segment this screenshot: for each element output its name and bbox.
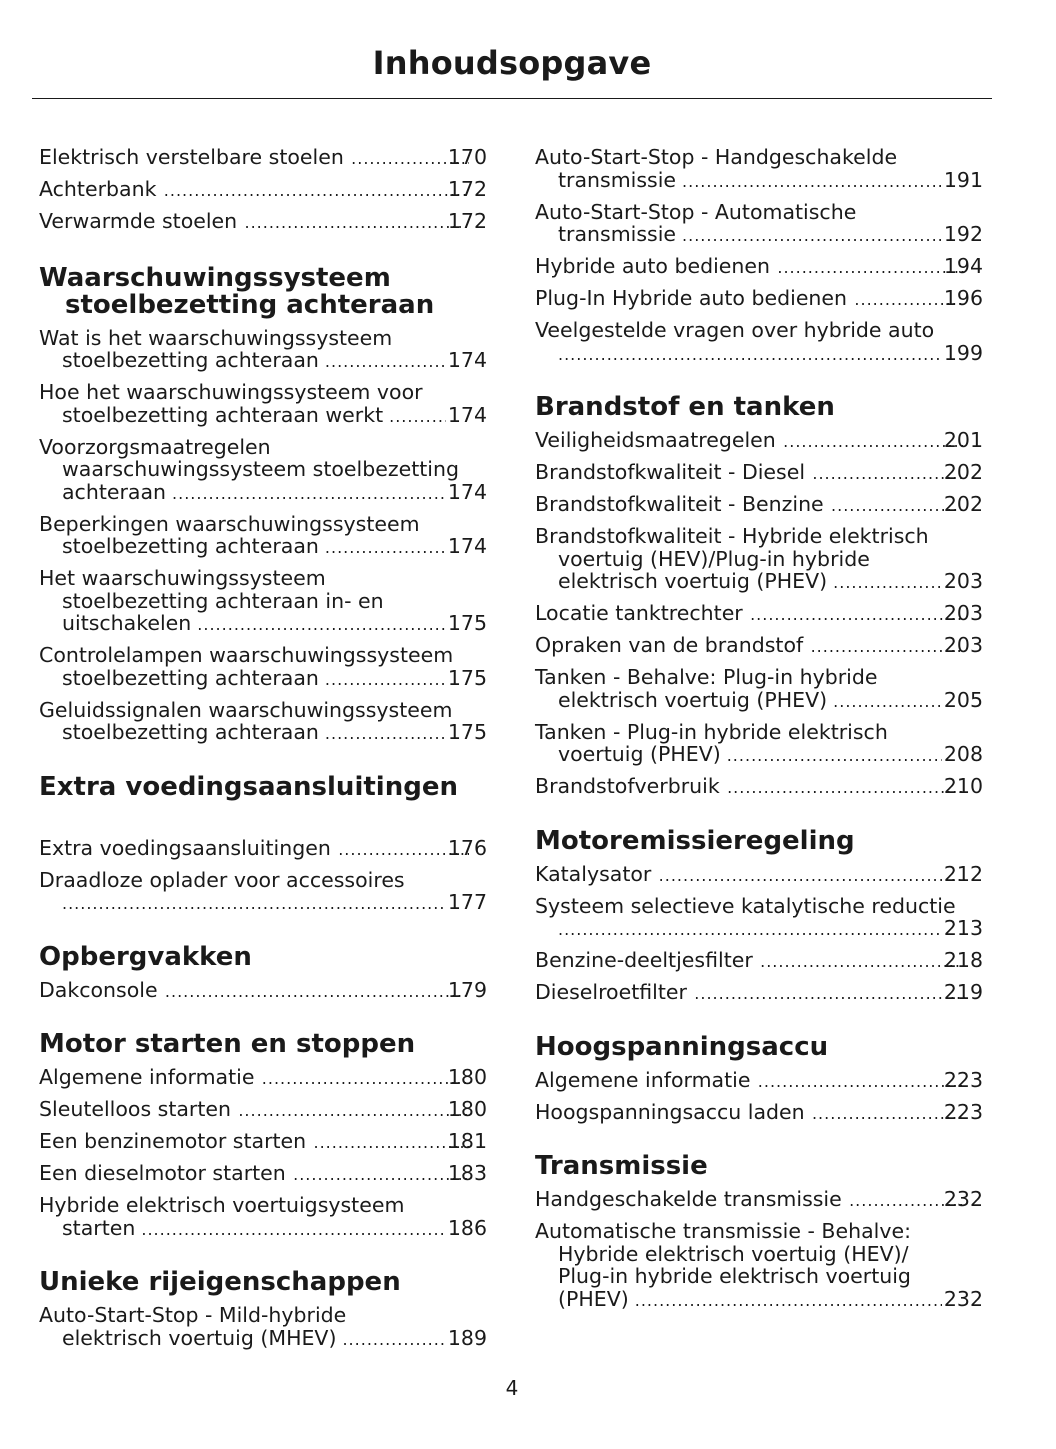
toc-entry[interactable] [535, 721, 983, 768]
leader-dots [749, 604, 965, 627]
toc-entry-title: Auto-Start-Stop - Mild-hybride [39, 1303, 347, 1327]
toc-page-number: 183 [447, 1161, 487, 1185]
toc-entry-title: Veelgestelde vragen over hybride auto [535, 318, 935, 342]
toc-entry-title: Tanken - Plug-in hybride elektrisch [535, 719, 888, 744]
toc-entry-title: Hoogspanningsaccu laden [535, 1099, 805, 1124]
toc-entry-title-cont: voertuig (PHEV) [558, 742, 721, 766]
leader-dots [172, 483, 446, 506]
toc-page-number: 210 [943, 774, 983, 798]
toc-entry[interactable] [39, 699, 487, 746]
toc-page-number: 232 [943, 1286, 983, 1311]
toc-entry-title: Een dieselmotor starten [39, 1161, 286, 1185]
toc-page-number: 174 [447, 479, 487, 504]
toc-page-number: 203 [943, 601, 983, 625]
toc-page-number: 180 [447, 1065, 487, 1089]
toc-page-number: 172 [447, 209, 487, 233]
leader-dots [682, 171, 942, 194]
toc-page-number: 175 [447, 611, 487, 635]
toc-page-number: 208 [943, 742, 983, 766]
toc-entry[interactable] [535, 602, 983, 627]
toc-entry-title-cont: waarschuwingssysteem stoelbezetting [62, 457, 459, 481]
toc-page-number: 223 [943, 1099, 983, 1124]
leader-dots [260, 1068, 468, 1091]
toc-entry-title-cont: elektrisch voertuig (MHEV) [62, 1325, 337, 1350]
leader-dots [833, 572, 942, 595]
section-heading[interactable]: Brandstof en tanken [535, 392, 835, 422]
page-number: 4 [505, 1376, 519, 1400]
toc-entry[interactable] [535, 201, 983, 248]
leader-dots [727, 745, 942, 768]
toc-entry-title: Verwarmde stoelen [39, 209, 238, 233]
toc-entry-title: Tanken - Behalve: Plug-in hybride [535, 665, 878, 689]
toc-column-right [535, 146, 983, 1320]
toc-entry-title-cont: stoelbezetting achteraan [62, 665, 319, 690]
toc-entry-title: Auto-Start-Stop - Handgeschakelde [535, 145, 898, 169]
toc-entry[interactable] [39, 327, 487, 374]
toc-entry[interactable] [39, 1304, 487, 1351]
page-title: Inhoudsopgave [372, 44, 652, 82]
toc-entry-title-cont: transmissie [558, 222, 677, 246]
toc-page-number: 175 [447, 720, 487, 744]
leader-dots [325, 723, 446, 746]
leader-dots [811, 1103, 965, 1126]
toc-entry-title: Het waarschuwingssysteem [39, 566, 326, 590]
toc-page-number: 202 [943, 492, 983, 516]
toc-entry-title-cont: starten [62, 1215, 136, 1240]
leader-dots [726, 777, 965, 800]
leader-dots [657, 865, 965, 888]
toc-entry[interactable] [535, 981, 983, 1006]
leader-dots [558, 344, 942, 367]
toc-entry-title: Wat is het waarschuwingssysteem [39, 325, 393, 350]
toc-entry-title: Dieselroetfilter [535, 980, 687, 1004]
leader-dots [811, 463, 965, 486]
toc-entry-title-cont: stoelbezetting achteraan [62, 720, 319, 744]
toc-entry[interactable] [39, 381, 487, 428]
toc-entry-title-cont: elektrisch voertuig (PHEV) [558, 569, 828, 593]
toc-entry[interactable] [535, 493, 983, 518]
toc-entry[interactable] [535, 895, 983, 942]
toc-page-number: 174 [447, 402, 487, 427]
leader-dots [693, 983, 965, 1006]
toc-entry-title-cont: Hybride elektrisch voertuig (HEV)/ [558, 1241, 909, 1266]
leader-dots [342, 1329, 445, 1352]
leader-dots [833, 691, 942, 714]
toc-entry-title-cont: stoelbezetting achteraan in- en [62, 588, 384, 613]
toc-page-number: 186 [447, 1215, 487, 1240]
toc-entry[interactable] [535, 1188, 983, 1213]
toc-entry-title: Algemene informatie [535, 1067, 751, 1092]
toc-entry-title: Brandstofkwaliteit - Benzine [535, 492, 824, 516]
toc-entry[interactable] [39, 644, 487, 691]
toc-entry[interactable] [535, 949, 983, 974]
toc-entry-title: Automatische transmissie - Behalve: [535, 1219, 911, 1243]
toc-page-number: 201 [943, 428, 983, 452]
toc-entry[interactable] [39, 1162, 487, 1187]
toc-page-number: 172 [447, 177, 487, 201]
leader-dots [237, 1100, 469, 1123]
toc-entry-title: Hybride auto bedienen [535, 254, 771, 278]
toc-entry[interactable] [535, 1220, 983, 1312]
toc-entry-title: Draadloze oplader voor accessoires [39, 867, 405, 892]
toc-entry-title: Brandstofkwaliteit - Diesel [535, 460, 806, 484]
toc-entry-title: Systeem selectieve katalytische reductie [535, 893, 956, 918]
toc-entry[interactable] [535, 319, 983, 366]
toc-page-number: 170 [447, 145, 487, 169]
leader-dots [759, 951, 965, 974]
toc-entry[interactable] [39, 979, 487, 1004]
toc-entry-title: Plug-In Hybride auto bedienen [535, 286, 848, 310]
toc-entry[interactable] [39, 567, 487, 637]
toc-page-number: 203 [943, 569, 983, 593]
toc-page-number: 175 [447, 665, 487, 690]
leader-dots [164, 981, 469, 1004]
leader-dots [62, 893, 446, 916]
leader-dots [162, 180, 468, 203]
toc-entry-title: Algemene informatie [39, 1065, 255, 1089]
section-heading[interactable]: Motor starten en stoppen [39, 1029, 416, 1059]
toc-entry[interactable] [535, 461, 983, 486]
toc-entry-title: Locatie tanktrechter [535, 601, 743, 625]
toc-page-number: 174 [447, 534, 487, 558]
leader-dots [292, 1164, 469, 1187]
leader-dots [756, 1071, 964, 1094]
toc-entry-title: Katalysator [535, 861, 652, 886]
toc-entry[interactable] [535, 1101, 983, 1126]
toc-page-number: 192 [943, 222, 983, 246]
leader-dots [325, 351, 446, 374]
toc-page-number: 205 [943, 687, 983, 712]
leader-dots [776, 257, 965, 280]
toc-entry[interactable] [535, 666, 983, 713]
toc-entry[interactable] [39, 513, 487, 560]
toc-page-number: 232 [943, 1187, 983, 1211]
toc-entry[interactable] [535, 255, 983, 280]
toc-entry-title-cont: achteraan [62, 479, 167, 504]
toc-entry[interactable] [535, 429, 983, 454]
toc-entry[interactable] [39, 146, 487, 171]
toc-page-number: 176 [447, 835, 487, 860]
leader-dots [682, 225, 942, 248]
toc-page-number: 174 [447, 348, 487, 372]
toc-page-number: 179 [447, 977, 487, 1002]
toc-entry-title: Hoe het waarschuwingssysteem voor [39, 380, 423, 404]
title-divider [32, 98, 992, 99]
toc-entry[interactable] [535, 146, 983, 193]
toc-page-number: 181 [447, 1129, 487, 1153]
toc-entry-title: Voorzorgsmaatregelen [39, 434, 271, 459]
toc-entry[interactable] [39, 1130, 487, 1155]
toc-entry[interactable] [39, 1066, 487, 1091]
toc-page-number: 202 [943, 460, 983, 484]
toc-entry-title: Een benzinemotor starten [39, 1129, 307, 1153]
toc-column-left [39, 146, 487, 1359]
leader-dots [325, 537, 446, 560]
section-heading[interactable]: Extra voedingsaansluitingen [39, 771, 458, 802]
toc-page-number: 213 [943, 916, 983, 940]
toc-entry[interactable] [535, 287, 983, 312]
toc-page-number: 199 [943, 340, 983, 365]
toc-entry-title: Auto-Start-Stop - Automatische [535, 199, 857, 224]
toc-entry-title-cont: stoelbezetting achteraan [62, 348, 319, 372]
toc-entry[interactable] [39, 436, 487, 506]
leader-dots [243, 212, 469, 235]
toc-page-number: 203 [943, 633, 983, 657]
section-heading[interactable]: Opbergvakken [39, 941, 252, 972]
toc-entry-title: Brandstofkwaliteit - Hybride elektrisch [535, 524, 929, 548]
leader-dots [635, 1290, 942, 1313]
toc-entry[interactable] [39, 1098, 487, 1123]
toc-entry-title-cont: Plug-in hybride elektrisch voertuig [558, 1264, 911, 1288]
toc-page-number: 180 [447, 1097, 487, 1121]
toc-entry-title-cont: voertuig (HEV)/Plug-in hybride [558, 546, 870, 571]
toc-entry[interactable] [39, 178, 487, 203]
toc-entry-title: Benzine-deeltjesfilter [535, 948, 753, 972]
toc-entry-title: Hybride elektrisch voertuigsysteem [39, 1193, 405, 1217]
toc-entry-title: Dakconsole [39, 977, 158, 1002]
toc-entry-title: Sleutelloos starten [39, 1097, 231, 1121]
toc-entry-title: Achterbank [39, 177, 157, 201]
toc-entry[interactable] [39, 837, 487, 862]
toc-entry-title: Brandstofverbruik [535, 774, 720, 798]
toc-entry-title-cont: (PHEV) [558, 1286, 629, 1311]
toc-entry-title: Elektrisch verstelbare stoelen [39, 145, 344, 169]
toc-page-number: 212 [943, 861, 983, 886]
toc-entry-title: Geluidssignalen waarschuwingssysteem [39, 697, 453, 722]
leader-dots [389, 406, 446, 429]
toc-entry[interactable] [535, 775, 983, 800]
toc-entry-title: Controlelampen waarschuwingssysteem [39, 643, 454, 667]
leader-dots [558, 919, 942, 942]
leader-dots [312, 1132, 469, 1155]
leader-dots [325, 669, 446, 692]
toc-entry-title-cont: uitschakelen [62, 611, 192, 635]
toc-page-number: 196 [943, 286, 983, 310]
toc-entry-title-cont: transmissie [558, 167, 677, 192]
toc-entry-title-cont: elektrisch voertuig (PHEV) [558, 687, 828, 712]
toc-entry-title: Extra voedingsaansluitingen [39, 835, 331, 860]
leader-dots [197, 614, 446, 637]
toc-page-number: 177 [447, 890, 487, 914]
toc-entry[interactable] [39, 1194, 487, 1241]
leader-dots [782, 431, 965, 454]
section-heading[interactable]: Hoogspanningsaccu [535, 1031, 829, 1062]
leader-dots [809, 636, 965, 659]
toc-entry-title: Opraken van de brandstof [535, 633, 804, 657]
toc-page-number: 189 [447, 1325, 487, 1350]
toc-page-number: 218 [943, 948, 983, 972]
toc-entry[interactable] [535, 863, 983, 888]
toc-entry-title-cont: stoelbezetting achteraan werkt [62, 402, 384, 427]
toc-entry-title: Veiligheidsmaatregelen [535, 428, 776, 452]
toc-entry-title: Handgeschakelde transmissie [535, 1187, 842, 1211]
section-heading[interactable]: Unieke rijeigenschappen [39, 1267, 401, 1297]
toc-page-number: 219 [943, 980, 983, 1004]
toc-entry-title-cont: stoelbezetting achteraan [62, 534, 319, 558]
toc-entry[interactable] [535, 525, 983, 595]
toc-entry[interactable] [535, 634, 983, 659]
leader-dots [141, 1219, 446, 1242]
toc-entry[interactable] [535, 1069, 983, 1094]
toc-entry[interactable] [39, 210, 487, 235]
toc-page-number: 194 [943, 254, 983, 278]
section-heading[interactable]: Motoremissieregeling [535, 825, 855, 856]
toc-entry-title: Beperkingen waarschuwingssysteem [39, 511, 420, 536]
toc-page-number: 223 [943, 1067, 983, 1092]
section-heading[interactable]: Transmissie [535, 1151, 708, 1181]
section-heading[interactable]: Waarschuwingssysteem stoelbezetting achteraan [39, 262, 435, 320]
toc-entry[interactable] [39, 869, 487, 916]
toc-page-number: 191 [943, 167, 983, 192]
